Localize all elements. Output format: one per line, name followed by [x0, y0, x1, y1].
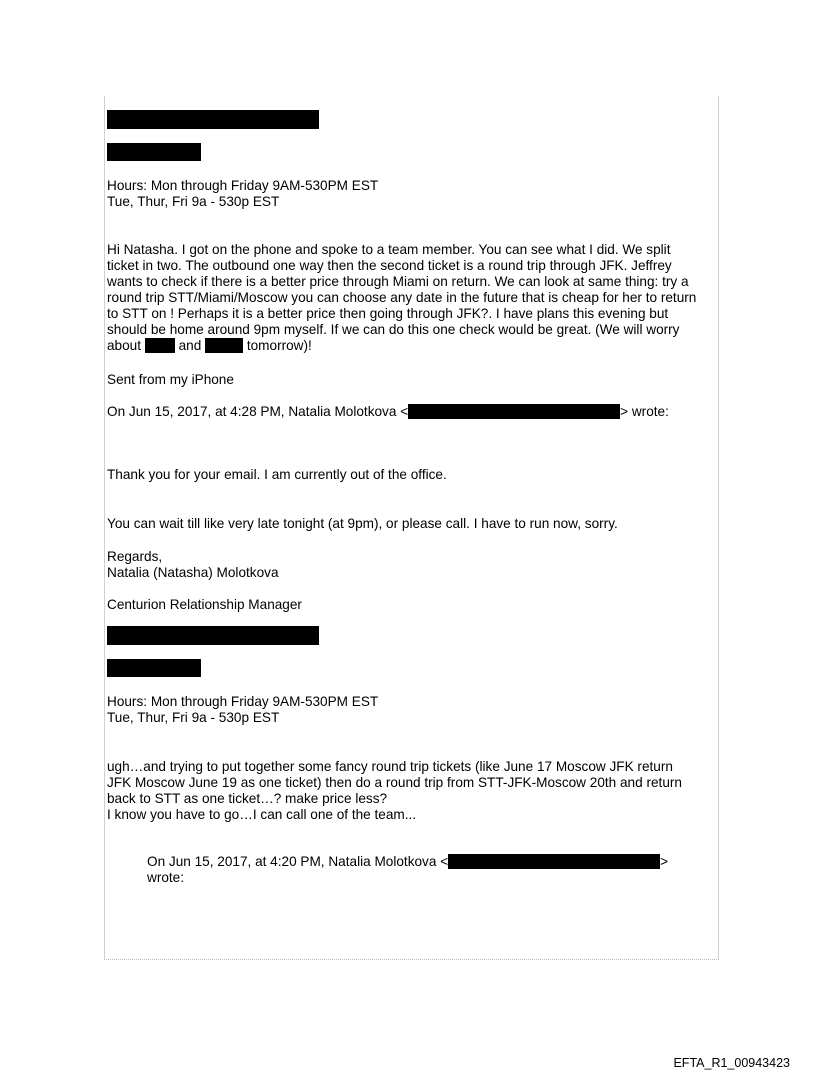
signature-title-block: [107, 597, 719, 613]
redaction-bar: [145, 338, 175, 353]
signature-regards: Regards,: [107, 549, 163, 564]
redaction-bar: [107, 110, 319, 129]
redaction-bar: [107, 143, 201, 161]
wait-note: [107, 516, 719, 532]
hours-line: Tue, Thur, Fri 9a - 530p EST: [107, 194, 280, 209]
quote-header-line: [147, 854, 707, 870]
redaction-bar: [448, 854, 660, 869]
earlier-message-line: I know you have to go…I can call one of the team...: [107, 807, 417, 822]
reply-line: ticket in two. The outbound one way then the second ticket is a round trip through JFK. Jeffrey: [107, 258, 672, 273]
reply-line: round trip STT/Miami/Moscow you can choose any date in the future that is cheap for her to return: [107, 290, 697, 305]
reply-text: and: [178, 338, 202, 353]
signature-title: Centurion Relationship Manager: [107, 597, 302, 612]
sent-from: [107, 372, 719, 388]
quote-header-prefix: On Jun 15, 2017, at 4:20 PM, Natalia Molotkova <: [147, 854, 449, 869]
reply-line: [107, 338, 719, 354]
reply-text: tomorrow)!: [246, 338, 312, 353]
earlier-message: [107, 759, 719, 823]
quote-header: [107, 404, 719, 420]
document-id: EFTA_R1_00943423: [673, 1056, 790, 1070]
quote-header-line: [107, 404, 719, 420]
signature-name: Natalia (Natasha) Molotkova: [107, 565, 279, 580]
earlier-message-line: ugh…and trying to put together some fancy round trip tickets (like June 17 Moscow JFK return: [107, 759, 673, 774]
quote-header-prefix: On Jun 15, 2017, at 4:28 PM, Natalia Molotkova <: [107, 404, 409, 419]
reply-line: should be home around 9pm myself. If we can do this one check would be great. (We will worry: [107, 322, 680, 337]
hours-line: Tue, Thur, Fri 9a - 530p EST: [107, 710, 280, 725]
hours-line: Hours: Mon through Friday 9AM-530PM EST: [107, 178, 379, 193]
hours-line: Hours: Mon through Friday 9AM-530PM EST: [107, 694, 379, 709]
reply-line: Hi Natasha. I got on the phone and spoke to a team member. You can see what I did. We split: [107, 242, 671, 257]
reply-text: about: [107, 338, 142, 353]
auto-reply-text: Thank you for your email. I am currently out of the office.: [107, 467, 447, 482]
redaction-bar: [205, 338, 243, 353]
signature: [107, 549, 719, 581]
quote-header-line: wrote:: [147, 870, 185, 885]
redaction-bar: [107, 659, 201, 677]
wait-note-text: You can wait till like very late tonight (at 9pm), or please call. I have to run now, sorry.: [107, 516, 618, 531]
hours-block: [107, 178, 719, 210]
redaction-bar: [107, 626, 319, 645]
quote-header-suffix: >: [660, 854, 669, 869]
earlier-message-line: JFK Moscow June 19 as one ticket) then do a round trip from STT-JFK-Moscow 20th and return: [107, 775, 682, 790]
reply-line: to STT on ! Perhaps it is a better price then going through JFK?. I have plans this evening but: [107, 306, 669, 321]
hours-block: [107, 694, 719, 726]
quote-header-suffix: > wrote:: [620, 404, 669, 419]
quote-header: [147, 854, 707, 886]
earlier-message-line: back to STT as one ticket…? make price less?: [107, 791, 388, 806]
redaction-bar: [408, 404, 620, 419]
reply-body: [107, 242, 719, 354]
auto-reply: [107, 467, 719, 483]
sent-from-text: Sent from my iPhone: [107, 372, 234, 387]
reply-line: wants to check if there is a better price through Miami on return. We can look at same thing: try a: [107, 274, 689, 289]
